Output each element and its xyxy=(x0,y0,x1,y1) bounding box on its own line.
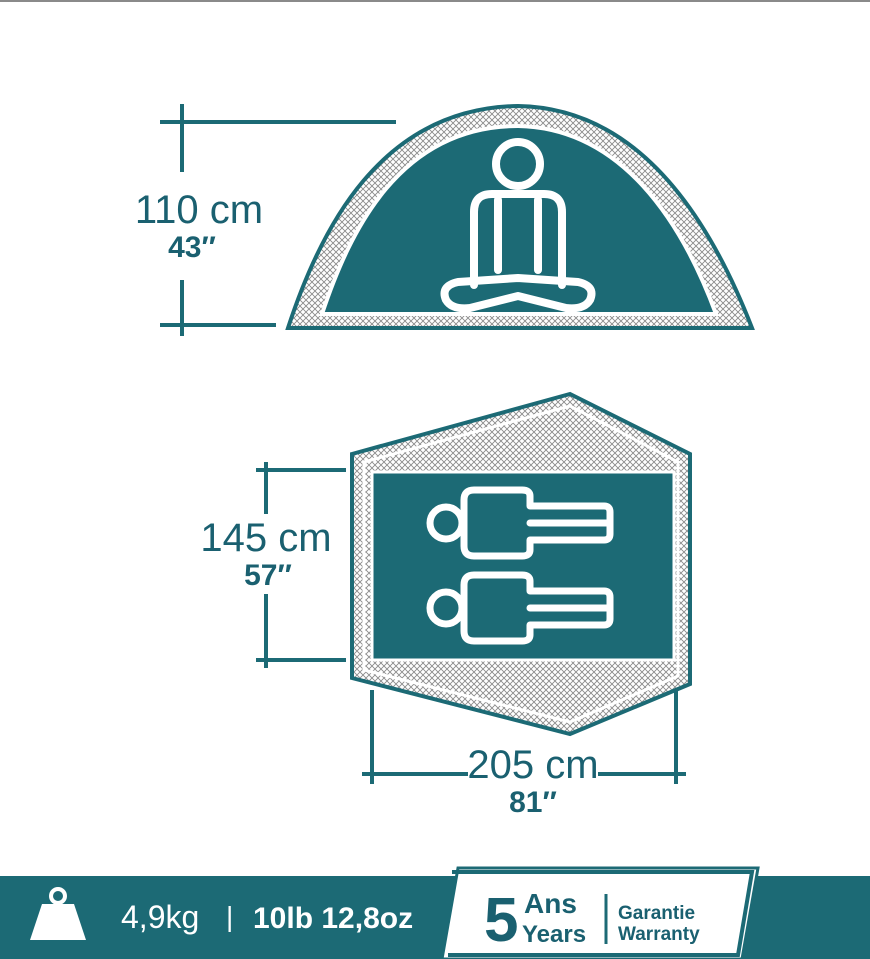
weight-metric-label: 4,9kg xyxy=(121,899,200,935)
warranty-years-label: Years xyxy=(522,921,587,948)
warranty-en-label: Warranty xyxy=(618,924,700,945)
top-view xyxy=(200,394,690,819)
length-imperial-label: 81″ xyxy=(509,786,557,819)
spec-bar xyxy=(0,868,870,959)
height-imperial-label: 43″ xyxy=(168,231,216,264)
height-metric-label: 110 cm xyxy=(134,188,264,232)
width-metric-label: 145 cm xyxy=(200,516,332,560)
side-view xyxy=(135,104,752,336)
warranty-years-number: 5 xyxy=(484,886,519,955)
weight-separator: | xyxy=(226,901,234,932)
warranty-fr-label: Garantie xyxy=(618,903,696,924)
weight-imperial-label: 10lb 12,8oz xyxy=(253,902,414,935)
warranty-ans-label: Ans xyxy=(524,888,577,919)
dome-inner xyxy=(322,126,716,314)
floor-inner xyxy=(372,472,674,660)
width-imperial-label: 57″ xyxy=(244,559,292,592)
length-metric-label: 205 cm xyxy=(467,743,599,787)
